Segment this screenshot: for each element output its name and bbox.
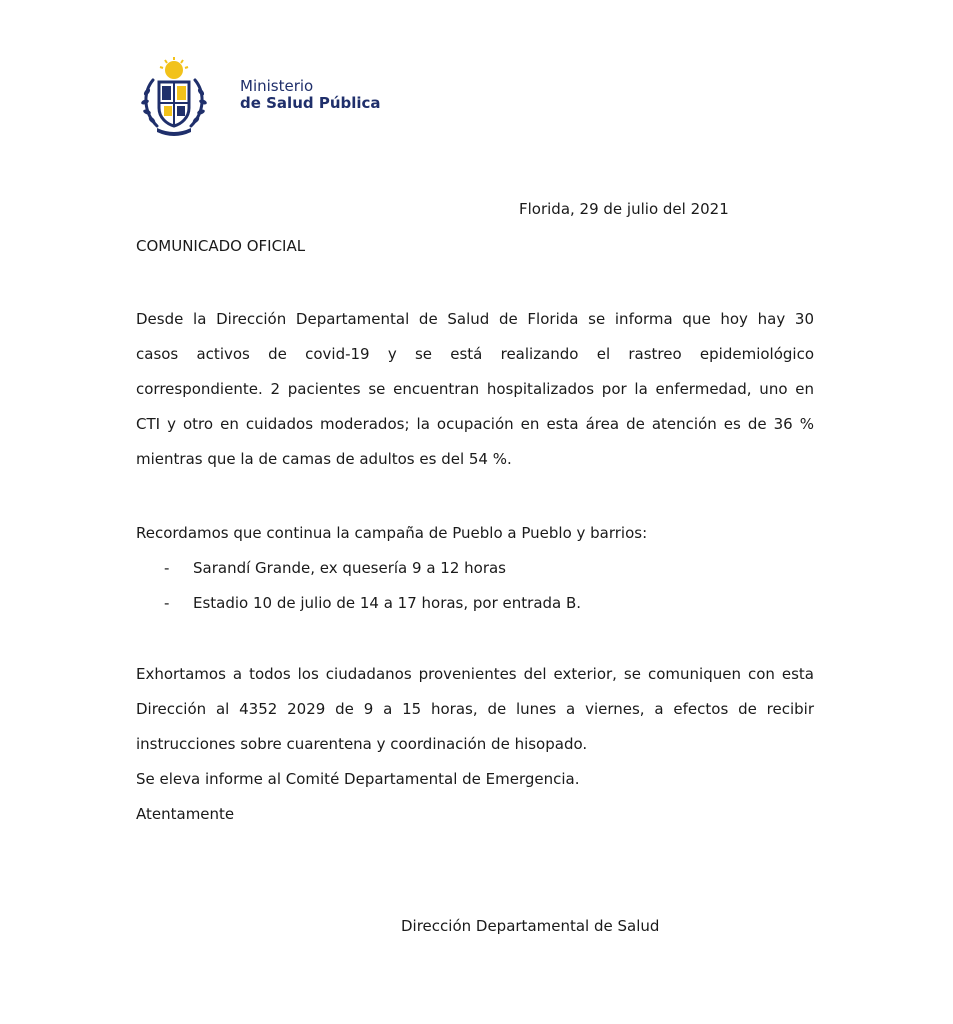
signature: Dirección Departamental de Salud xyxy=(401,917,660,935)
closing-salutation: Atentamente xyxy=(136,805,235,823)
paragraph-reminder: Recordamos que continua la campaña de Pueblo a Pueblo y barrios: xyxy=(136,524,648,542)
paragraph-line: mientras que la de camas de adultos es del 54 %. xyxy=(136,450,512,468)
letter-date: Florida, 29 de julio del 2021 xyxy=(519,200,729,218)
dash-bullet: - xyxy=(164,594,170,612)
campaign-list xyxy=(164,551,581,621)
dash-bullet: - xyxy=(164,559,170,577)
ministry-name-line1: Ministerio xyxy=(240,77,314,95)
list-item-text: Sarandí Grande, ex quesería 9 a 12 horas xyxy=(193,559,507,577)
list-item xyxy=(164,586,581,621)
paragraph-line: instrucciones sobre cuarentena y coordinación de hisopado. xyxy=(136,735,588,753)
paragraph-line: Desde la Dirección Departamental de Salud de Florida se informa que hoy hay 30 xyxy=(136,310,814,328)
paragraph-status xyxy=(136,302,814,477)
list-item xyxy=(164,551,581,586)
ministry-name-line2: de Salud Pública xyxy=(240,94,381,112)
paragraph-line: Dirección al 4352 2029 de 9 a 15 horas, de lunes a viernes, a efectos de recibir xyxy=(136,700,814,718)
paragraph-exhortation xyxy=(136,657,814,762)
paragraph-line: Exhortamos a todos los ciudadanos provenientes del exterior, se comuniquen con esta xyxy=(136,665,814,683)
paragraph-line: CTI y otro en cuidados moderados; la ocupación en esta área de atención es de 36 % xyxy=(136,415,814,433)
report-note: Se eleva informe al Comité Departamental de Emergencia. xyxy=(136,770,580,788)
paragraph-line: casos activos de covid-19 y se está realizando el rastreo epidemiológico xyxy=(136,345,814,363)
letter-heading: COMUNICADO OFICIAL xyxy=(136,237,306,255)
ministry-logo xyxy=(137,56,387,138)
sun-icon xyxy=(160,57,188,79)
coat-of-arms-icon xyxy=(137,56,211,138)
paragraph-line: correspondiente. 2 pacientes se encuentran hospitalizados por la enfermedad, uno en xyxy=(136,380,814,398)
ministry-name xyxy=(240,78,381,112)
list-item-text: Estadio 10 de julio de 14 a 17 horas, por entrada B. xyxy=(193,594,582,612)
